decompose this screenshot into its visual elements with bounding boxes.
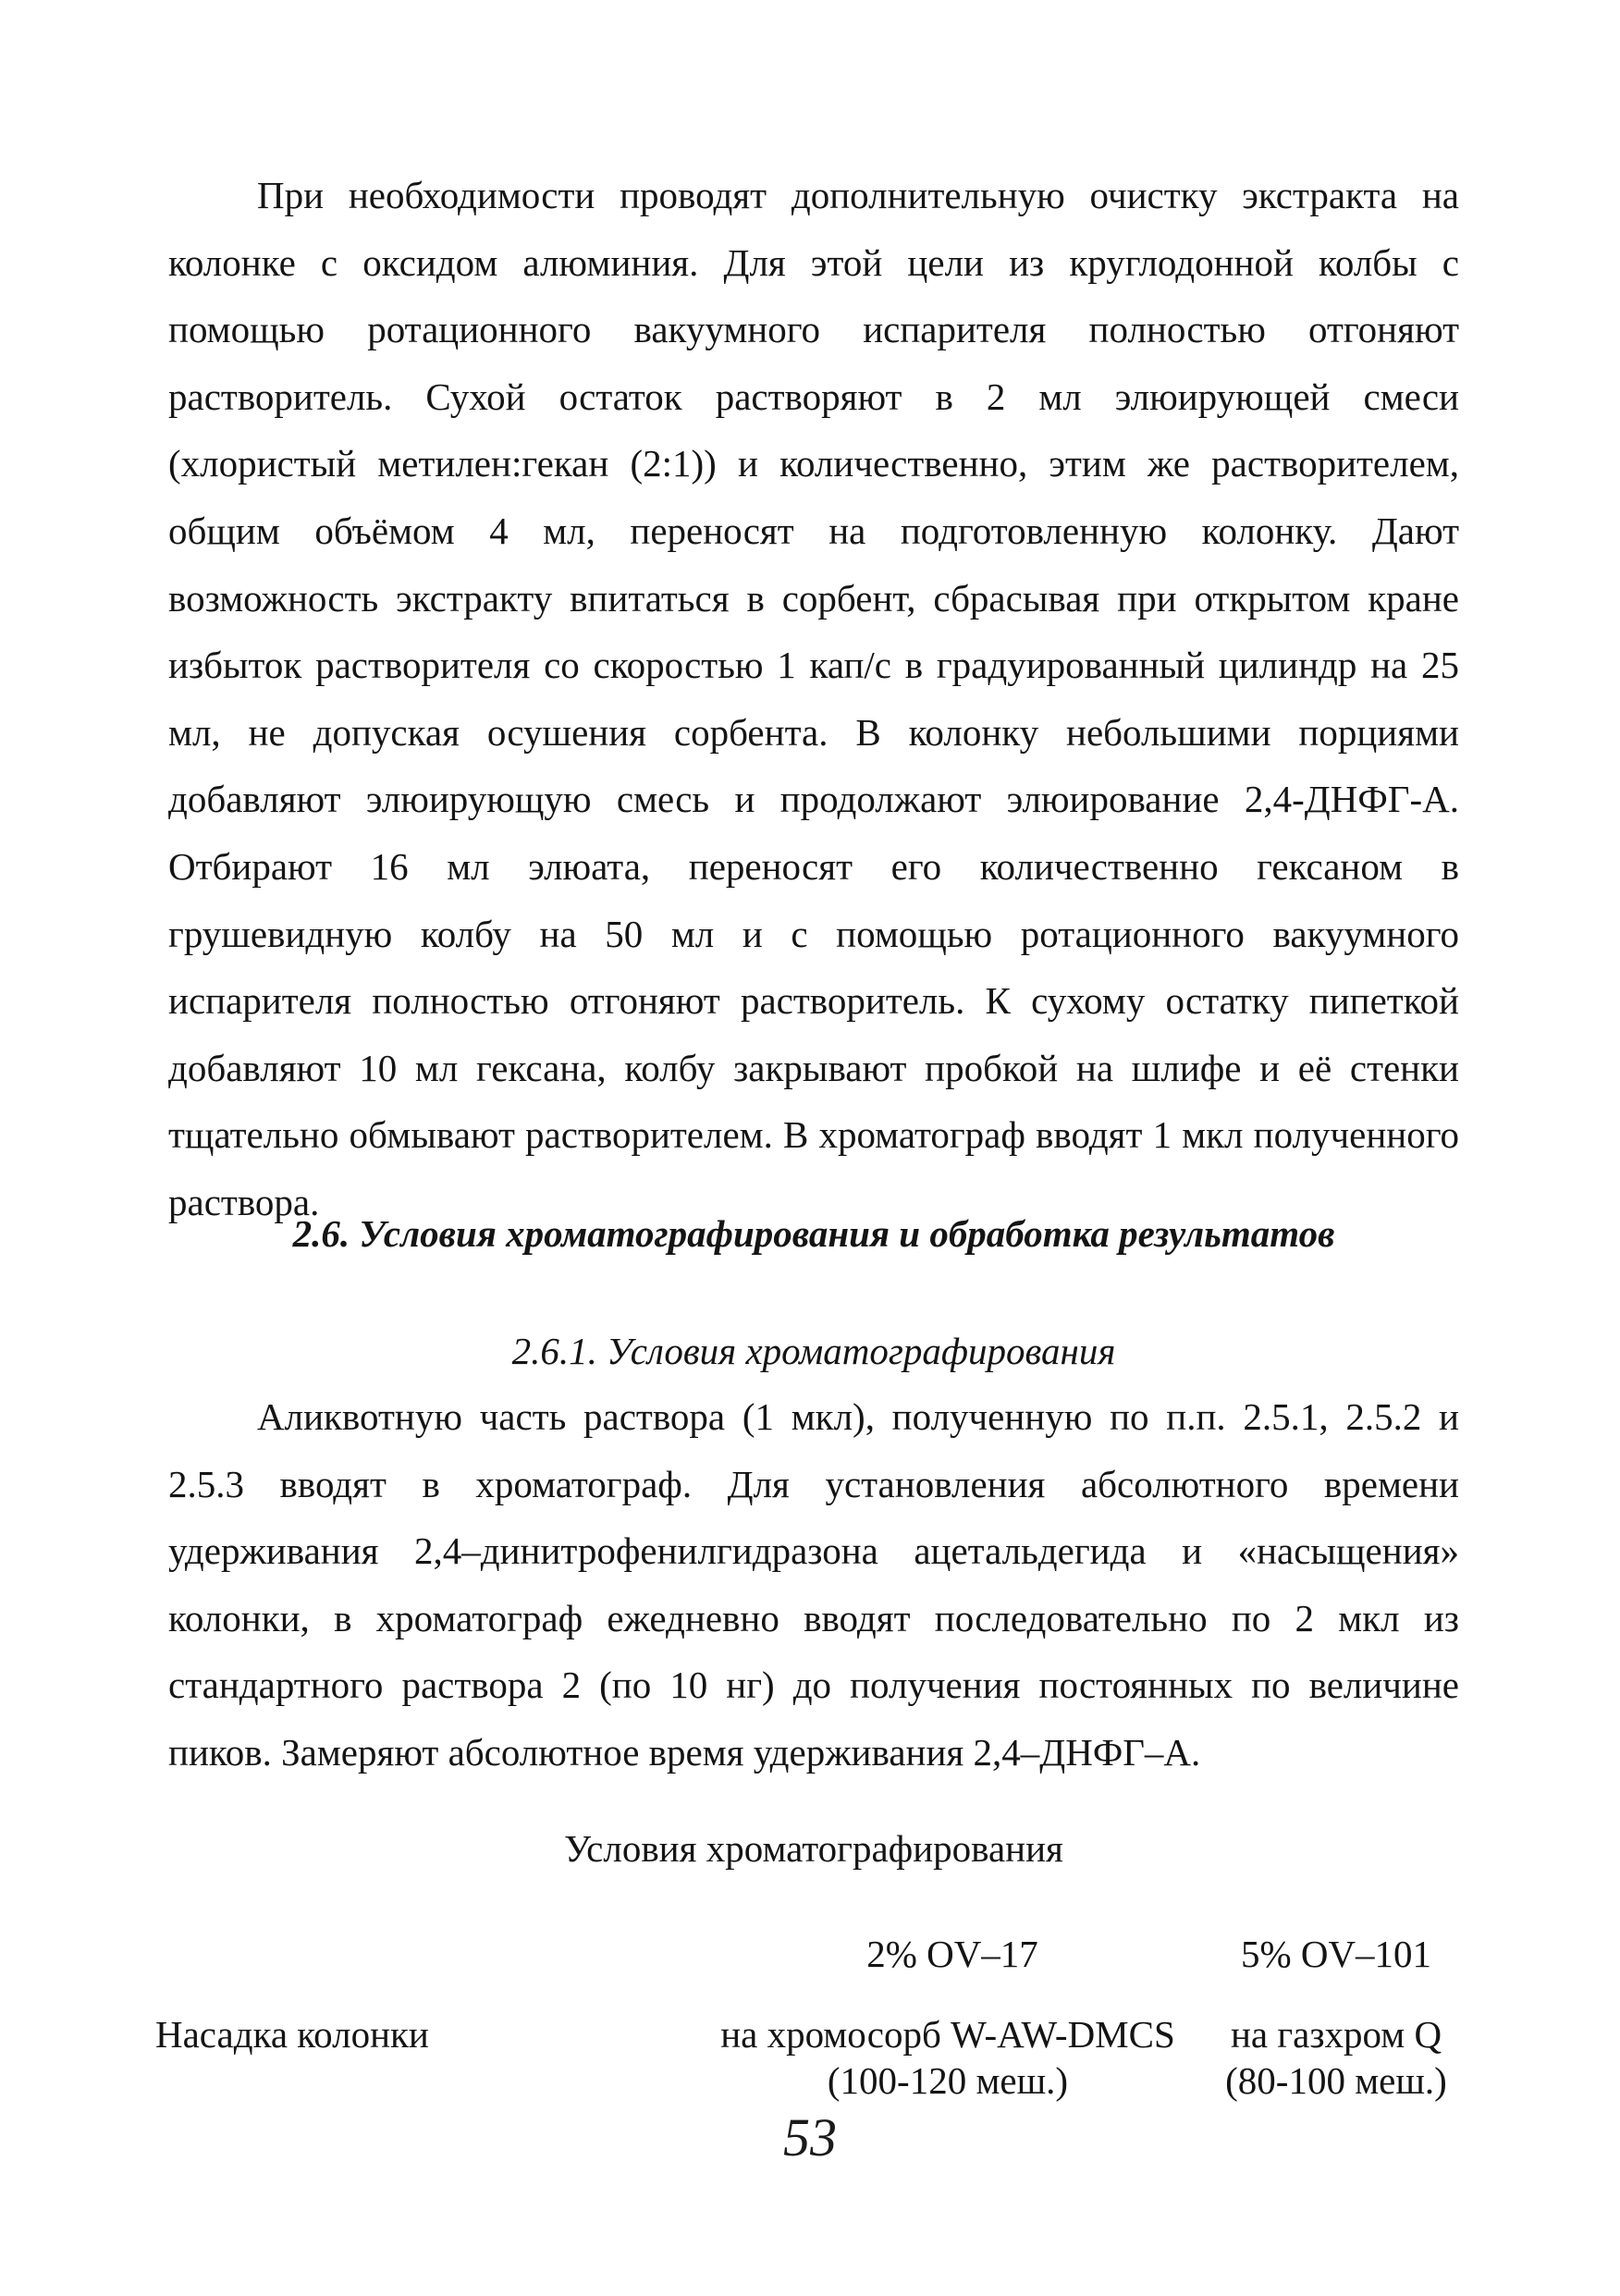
column-header-ov101: 5% OV–101 [1240, 1933, 1432, 1975]
cell-ov101-packing-line2: (80-100 меш.) [1225, 2059, 1447, 2102]
cell-ov17-packing-line2: (100-120 меш.) [827, 2059, 1069, 2102]
cell-ov101-packing [1193, 2011, 1479, 2104]
paragraph-chromatography-conditions: Аликвотную часть раствора (1 мкл), полученную по п.п. 2.5.1, 2.5.2 и 2.5.3 вводят в хроматограф. Для установления абсолютного времени удерживания 2,4–динитрофенилгидразона ацетальдегида и «насыщения» колонки, в хроматограф ежедневно вводят последовательно по 2 мкл из стандартного раствора 2 (по 10 нг) до получения постоянных по величине пиков. Замеряют абсолютное время удерживания 2,4–ДНФГ–А. [168, 1395, 1459, 1774]
column-header-ov17: 2% OV–17 [866, 1933, 1038, 1975]
subsection-heading: 2.6.1. Условия хроматографирования [511, 1330, 1116, 1372]
row-label-column-packing: Насадка колонки [155, 2013, 429, 2056]
conditions-table-title: Условия хроматографирования [564, 1827, 1063, 1870]
cell-ov101-packing-line1: на газхром Q [1230, 2013, 1442, 2056]
cell-ov17-packing [684, 2011, 1211, 2104]
page-number: 53 [783, 2107, 837, 2167]
cell-ov17-packing-line1: на хромосорб W-AW-DMCS [720, 2013, 1175, 2056]
paragraph-extract-cleanup: При необходимости проводят дополнительную очистку экстракта на колонке с оксидом алюминия. Для этой цели из круглодонной колбы с помощью ротационного вакуумного испарителя полностью отгоняют растворитель. Сухой остаток растворяют в 2 мл элюирующей смеси (хлористый метилен:гекан (2:1)) и количественно, этим же растворителем, общим объёмом 4 мл, переносят на подготовленную колонку. Дают возможность экстракту впитаться в сорбент, сбрасывая при открытом кране избыток растворителя со скоростью 1 кап/с в градуированный цилиндр на 25 мл, не допуская осушения сорбента. В колонку небольшими порциями добавляют элюирующую смесь и продолжают элюирование 2,4-ДНФГ-А. Отбирают 16 мл элюата, переносят его количественно гексаном в грушевидную колбу на 50 мл и с помощью ротационного вакуумного испарителя полностью отгоняют растворитель. К сухому остатку пипеткой добавляют 10 мл гексана, колбу закрывают пробкой на шлифе и её стенки тщательно обмывают растворителем. В хроматограф вводят 1 мкл полученного раствора. [168, 174, 1459, 1223]
section-heading: 2.6. Условия хроматографирования и обработка результатов [292, 1212, 1335, 1255]
